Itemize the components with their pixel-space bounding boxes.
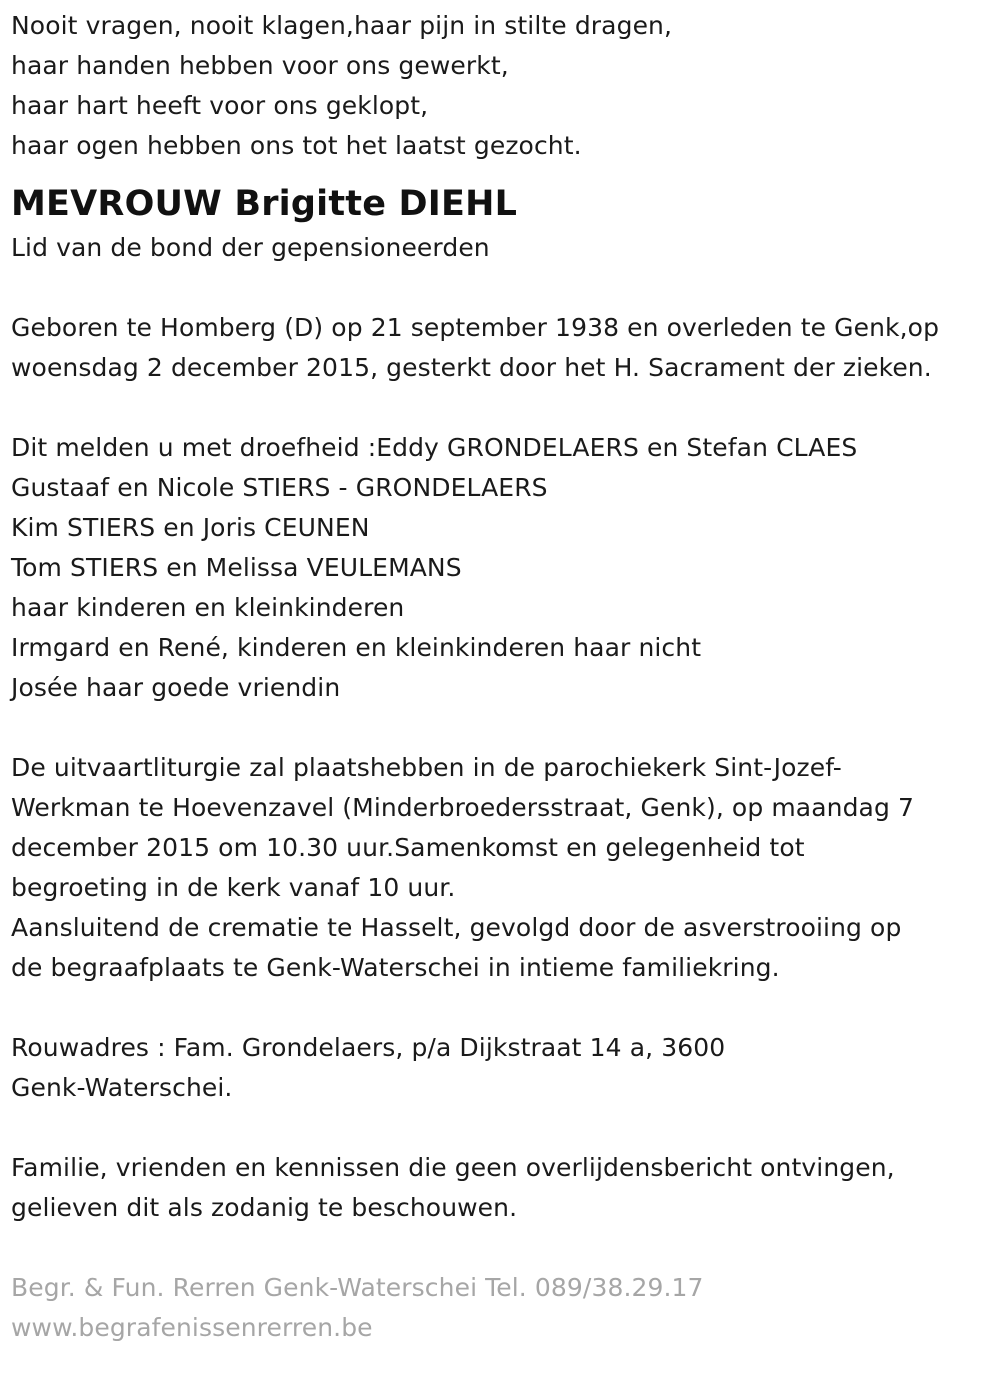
funeral-home-website: www.begrafenissenrerren.be <box>11 1313 373 1342</box>
paragraph-line: woensdag 2 december 2015, gesterkt door het H. Sacrament der zieken. <box>11 353 932 382</box>
paragraph-line: Familie, vrienden en kennissen die geen overlijdensbericht ontvingen, <box>11 1153 895 1182</box>
poem-line: haar ogen hebben ons tot het laatst gezocht. <box>11 131 582 160</box>
paragraph-line: Werkman te Hoevenzavel (Minderbroedersstraat, Genk), op maandag 7 <box>11 793 914 822</box>
mourner-line: Irmgard en René, kinderen en kleinkinderen haar nicht <box>11 633 702 662</box>
mourner-line: Gustaaf en Nicole STIERS - GRONDELAERS <box>11 473 548 502</box>
spacer <box>11 988 991 1028</box>
paragraph-line: Aansluitend de crematie te Hasselt, gevolgd door de asverstrooiing op <box>11 913 902 942</box>
birth-death-paragraph <box>11 308 991 388</box>
poem-line: haar handen hebben voor ons gewerkt, <box>11 51 509 80</box>
funeral-home-contact: Begr. & Fun. Rerren Genk-Waterschei Tel. 089/38.29.17 <box>11 1273 704 1302</box>
notice-paragraph <box>11 1148 991 1228</box>
deceased-name: MEVROUW Brigitte DIEHL <box>11 184 518 224</box>
paragraph-line: december 2015 om 10.30 uur.Samenkomst en gelegenheid tot <box>11 833 805 862</box>
funeral-home-footer <box>11 1268 991 1348</box>
mourner-line: haar kinderen en kleinkinderen <box>11 593 405 622</box>
mourner-line: Tom STIERS en Melissa VEULEMANS <box>11 553 462 582</box>
mourner-line: Kim STIERS en Joris CEUNEN <box>11 513 370 542</box>
address-paragraph <box>11 1028 991 1108</box>
deceased-subtitle: Lid van de bond der gepensioneerden <box>11 233 490 262</box>
mourners-list <box>11 428 991 708</box>
paragraph-line: de begraafplaats te Genk-Waterschei in intieme familiekring. <box>11 953 780 982</box>
obituary-notice <box>11 6 991 1348</box>
spacer <box>11 1228 991 1268</box>
paragraph-line: gelieven dit als zodanig te beschouwen. <box>11 1193 518 1222</box>
paragraph-line: Geboren te Homberg (D) op 21 september 1938 en overleden te Genk,op <box>11 313 940 342</box>
poem <box>11 6 991 166</box>
mourner-line: Dit melden u met droefheid :Eddy GRONDELAERS en Stefan CLAES <box>11 433 858 462</box>
poem-line: haar hart heeft voor ons geklopt, <box>11 91 429 120</box>
mourner-line: Josée haar goede vriendin <box>11 673 341 702</box>
spacer <box>11 268 991 308</box>
paragraph-line: begroeting in de kerk vanaf 10 uur. <box>11 873 456 902</box>
paragraph-line: Rouwadres : Fam. Grondelaers, p/a Dijkstraat 14 a, 3600 <box>11 1033 726 1062</box>
paragraph-line: De uitvaartliturgie zal plaatshebben in de parochiekerk Sint-Jozef- <box>11 753 842 782</box>
funeral-paragraph <box>11 748 991 988</box>
spacer <box>11 1108 991 1148</box>
spacer <box>11 708 991 748</box>
poem-line: Nooit vragen, nooit klagen,haar pijn in stilte dragen, <box>11 11 673 40</box>
spacer <box>11 388 991 428</box>
paragraph-line: Genk-Waterschei. <box>11 1073 233 1102</box>
